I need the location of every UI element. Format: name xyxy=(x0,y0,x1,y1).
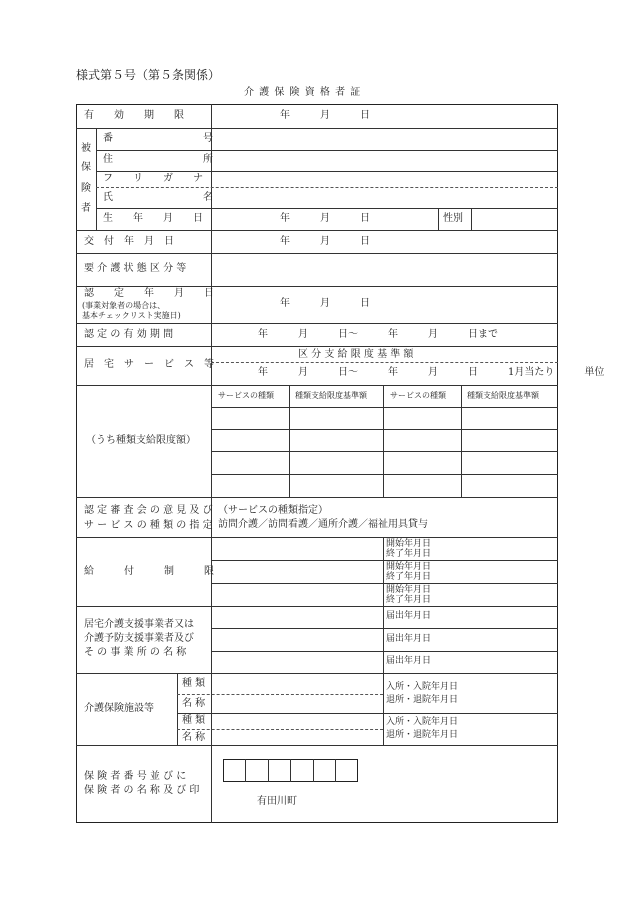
care-support-label-3: そ の 事 業 所 の 名 称 xyxy=(84,647,187,658)
validity-value: 年 月 日 xyxy=(280,110,370,121)
number-label: 番 号 xyxy=(103,133,213,144)
home-service-value: 年 月 日〜 年 月 日 1月当たり 単位 xyxy=(258,367,605,378)
service-limit-header-2: 種類支給限度基準額 xyxy=(467,391,539,400)
label-divider xyxy=(211,104,212,823)
insurer-label-1: 保 険 者 番 号 並 び に xyxy=(84,771,187,782)
insured-char-2: 保 xyxy=(81,162,91,173)
home-service-label: 居 宅 サ ー ビ ス 等 xyxy=(84,359,214,370)
benefit-start-2: 開始年月日 xyxy=(386,562,432,572)
birth-label: 生 年 月 日 xyxy=(103,213,203,224)
admission-date-2: 入所・入院年月日 xyxy=(386,717,459,727)
issue-label: 交 付 年 月 日 xyxy=(84,236,174,247)
discharge-date-2: 退所・退院年月日 xyxy=(386,730,459,740)
sex-label: 性別 xyxy=(443,213,463,224)
benefit-start-3: 開始年月日 xyxy=(386,585,432,595)
facility-label: 介護保険施設等 xyxy=(84,703,154,714)
form-number: 様式第５号（第５条関係） xyxy=(76,68,221,82)
notified-date-1: 届出年月日 xyxy=(386,611,432,621)
cert-period-value: 年 月 日〜 年 月 日まで xyxy=(258,329,498,340)
certification-label: 認 定 年 月 日 xyxy=(84,288,214,299)
address-label: 住 所 xyxy=(103,154,213,165)
committee-value-1: （サービスの種類指定） xyxy=(218,505,328,516)
certification-note-1: (事業対象者の場合は、 xyxy=(82,301,166,310)
care-support-label-2: 介護予防支援事業者及び xyxy=(84,633,194,644)
committee-label-2: サ ー ビ ス の 種 類 の 指 定 xyxy=(84,520,213,531)
furigana-label: フ リ ガ ナ xyxy=(103,173,203,184)
insured-char-4: 者 xyxy=(81,203,91,214)
facility-name-1: 名 称 xyxy=(182,698,206,709)
admission-date-1: 入所・入院年月日 xyxy=(386,682,459,692)
committee-value-2: 訪問介護／訪問看護／通所介護／福祉用具貸与 xyxy=(218,519,428,530)
insured-char-1: 被 xyxy=(81,143,91,154)
home-service-header: 区 分 支 給 限 度 基 準 額 xyxy=(298,349,414,360)
notified-date-2: 届出年月日 xyxy=(386,634,432,644)
benefit-limit-label: 給 付 制 限 xyxy=(84,566,214,577)
care-support-label-1: 居宅介護支援事業者又は xyxy=(84,619,194,630)
form-frame xyxy=(76,104,558,823)
birth-value: 年 月 日 xyxy=(280,213,370,224)
facility-type-2: 種 類 xyxy=(182,715,206,726)
service-limit-header-1: 種類支給限度基準額 xyxy=(295,391,367,400)
insurer-label-2: 保 険 者 の 名 称 及 び 印 xyxy=(84,785,200,796)
issue-value: 年 月 日 xyxy=(280,236,370,247)
validity-label: 有 効 期 限 xyxy=(84,110,184,121)
committee-label-1: 認 定 審 査 会 の 意 見 及 び xyxy=(84,505,213,516)
service-limits-label: （うち種類支給限度額） xyxy=(86,435,196,446)
care-level-label: 要 介 護 状 態 区 分 等 xyxy=(84,263,187,274)
cert-period-label: 認 定 の 有 効 期 間 xyxy=(84,329,174,340)
insurer-name: 有田川町 xyxy=(257,796,297,807)
certification-value: 年 月 日 xyxy=(280,298,370,309)
facility-name-2: 名 称 xyxy=(182,732,206,743)
benefit-end-1: 終了年月日 xyxy=(386,549,432,559)
benefit-start-1: 開始年月日 xyxy=(386,539,432,549)
name-label: 氏 名 xyxy=(103,192,213,203)
service-type-header-1: サービスの種類 xyxy=(218,391,274,400)
facility-type-1: 種 類 xyxy=(182,678,206,689)
notified-date-3: 届出年月日 xyxy=(386,656,432,666)
form-title: 介 護 保 険 資 格 者 証 xyxy=(244,87,362,98)
certification-note-2: 基本チェックリスト実施日) xyxy=(82,311,181,320)
discharge-date-1: 退所・退院年月日 xyxy=(386,695,459,705)
benefit-end-2: 終了年月日 xyxy=(386,572,432,582)
insured-char-3: 険 xyxy=(81,183,91,194)
benefit-end-3: 終了年月日 xyxy=(386,595,432,605)
service-type-header-2: サービスの種類 xyxy=(390,391,446,400)
